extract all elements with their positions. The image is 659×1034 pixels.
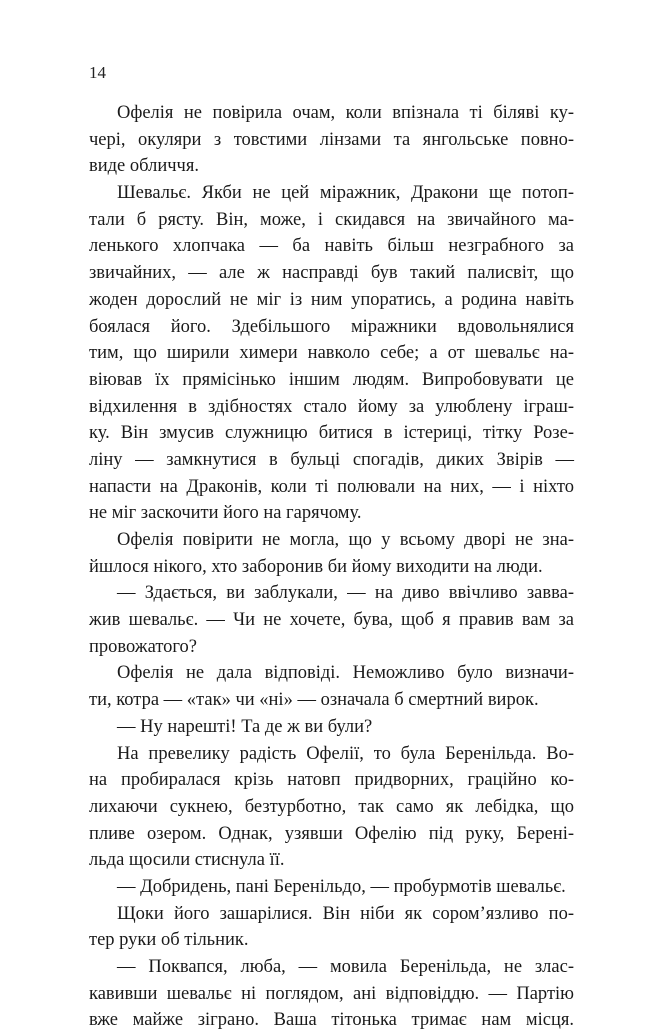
text-line: провожатого? bbox=[89, 636, 197, 657]
text-line: — Ну нарешті! Та де ж ви були? bbox=[117, 716, 373, 737]
text-line: Офелія не повірила очам, коли впізнала ті біляві ку- bbox=[117, 103, 574, 123]
text-line: — Поквапся, люба, — мовила Беренільда, не злас- bbox=[117, 957, 574, 977]
text-line: пливе озером. Однак, узявши Офелію під руку, Берені- bbox=[89, 823, 574, 844]
text-line: віював їх прямісінько іншим людям. Випробовувати це bbox=[89, 369, 574, 390]
text-line: Шевальє. Якби не цей міражник, Дракони ще потоп- bbox=[117, 183, 574, 204]
page-number: 14 bbox=[89, 63, 106, 82]
text-line: лихаючи сукнею, безтурботно, так само як лебідка, що bbox=[89, 796, 574, 817]
text-line: звичайних, — але ж насправді був такий палисвіт, що bbox=[89, 263, 574, 284]
body-text bbox=[89, 100, 574, 1034]
text-line: ліну — замкнутися в бульці спогадів, диких Звірів — bbox=[89, 449, 574, 470]
text-line: боялася його. Здебільшого міражники вдовольнялися bbox=[89, 316, 574, 337]
text-line: не міг заскочити його на гарячому. bbox=[89, 503, 362, 524]
text-line: напасти на Драконів, коли ті полювали на них, — і ніхто bbox=[89, 476, 574, 497]
text-line: жив шевальє. — Чи не хочете, бува, щоб я правив вам за bbox=[89, 610, 574, 631]
text-line: — Здається, ви заблукали, — на диво ввічливо завва- bbox=[117, 583, 574, 604]
text-line: льда щосили стиснула її. bbox=[89, 850, 285, 871]
text-line: на пробиралася крізь натовп придворних, граційно ко- bbox=[89, 770, 574, 791]
text-line: тер руки об тільник. bbox=[89, 930, 249, 951]
text-line: виде обличчя. bbox=[89, 156, 199, 177]
text-line: Офелія повірити не могла, що у всьому дворі не зна- bbox=[117, 530, 574, 550]
text-line: кавивши шевальє ні поглядом, ані відповіддю. — Партію bbox=[89, 983, 574, 1004]
text-line: Офелія не дала відповіді. Неможливо було визначи- bbox=[117, 663, 574, 684]
text-line: жоден дорослий не міг із ним упоратись, а родина навіть bbox=[89, 289, 574, 310]
text-line: відхилення в здібностях стало йому за улюблену іграш- bbox=[89, 396, 574, 417]
text-line: ти, котра — «так» чи «ні» — означала б смертний вирок. bbox=[89, 690, 539, 711]
text-line: тали б рясту. Він, може, і скидався на звичайного ма- bbox=[89, 209, 574, 230]
text-line: ку. Він змусив служницю битися в істериці, тітку Розе- bbox=[89, 423, 574, 444]
text-line: На превелику радість Офелії, то була Беренільда. Во- bbox=[117, 743, 574, 764]
text-line: ленького хлопчака — ба навіть більш незграбного за bbox=[89, 236, 574, 257]
text-line: йшлося нікого, хто заборонив би йому виходити на люди. bbox=[89, 556, 543, 577]
text-line: — Добридень, пані Беренільдо, — пробурмотів шевальє. bbox=[117, 876, 566, 897]
text-line: Щоки його зашарілися. Він ніби як сором’язливо по- bbox=[117, 903, 574, 924]
text-line: тим, що ширили химери навколо себе; а от шевальє на- bbox=[89, 343, 574, 364]
text-line: черi, окуляри з товстими лінзами та янгольське повно- bbox=[89, 129, 574, 150]
text-line: вже майже зіграно. Ваша тітонька тримає нам місця. bbox=[89, 1010, 574, 1031]
